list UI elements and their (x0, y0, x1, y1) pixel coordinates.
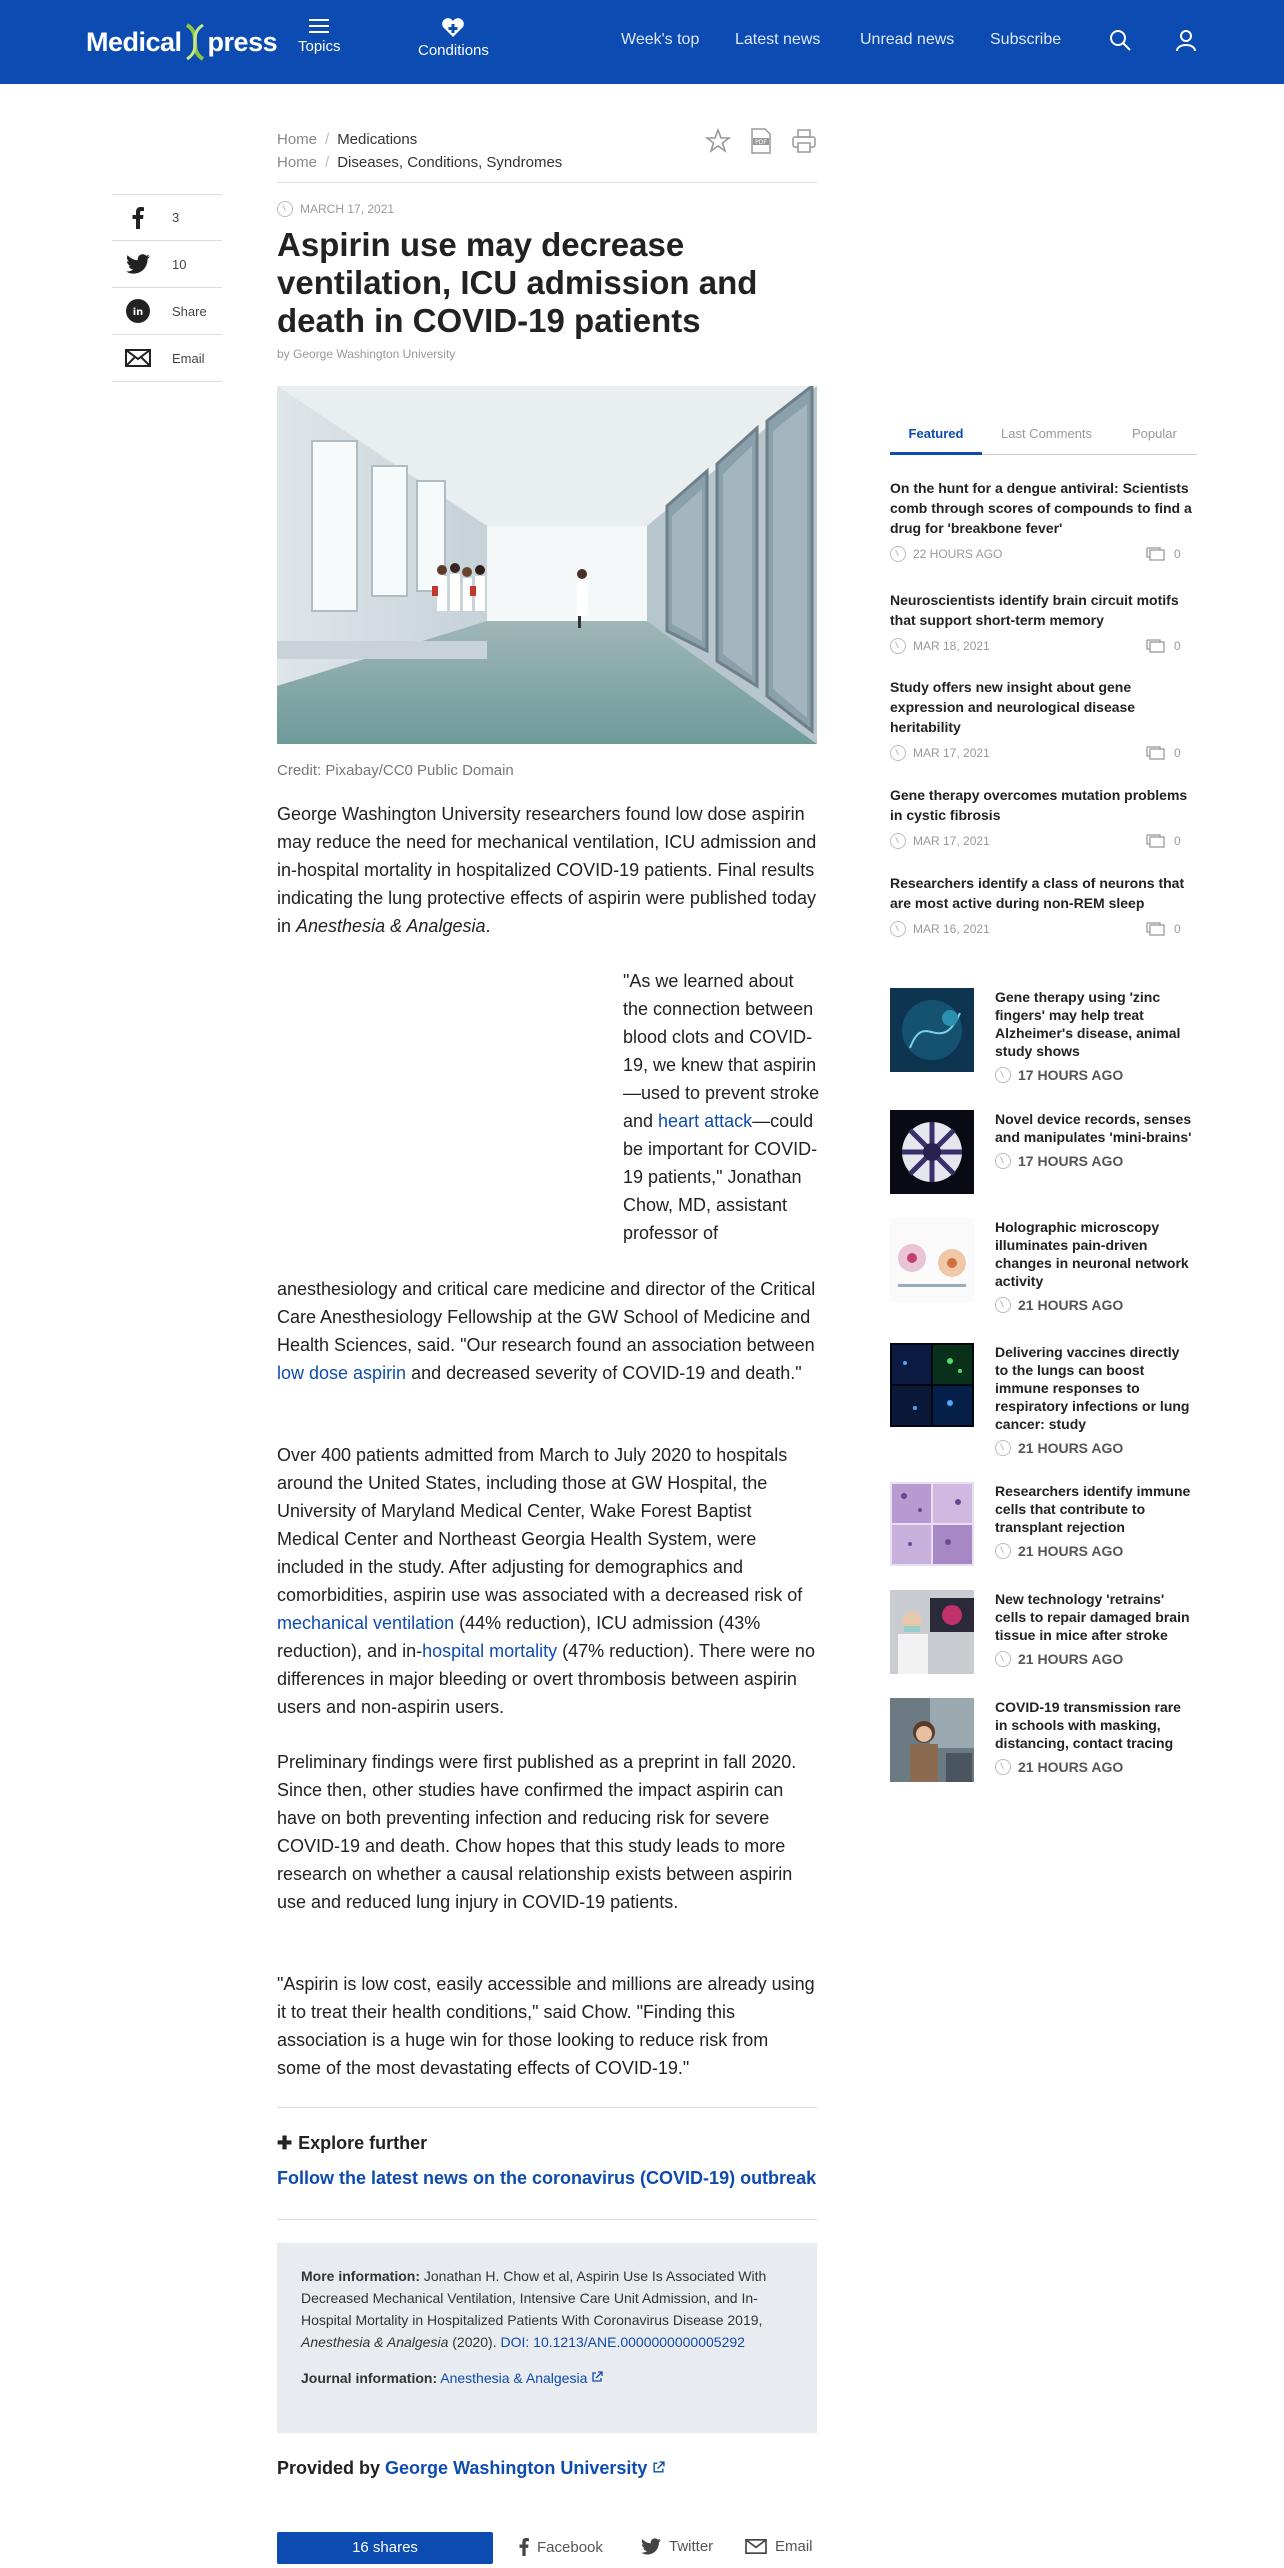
divider (277, 2107, 817, 2108)
featured-title[interactable]: Gene therapy overcomes mutation problems in cystic fibrosis (890, 787, 1188, 823)
news-item[interactable] (890, 1343, 1197, 1456)
linkedin-icon (126, 299, 150, 323)
clock-icon (995, 1759, 1011, 1775)
breadcrumb-home[interactable]: Home (277, 131, 318, 148)
comment-count: 0 (1174, 547, 1181, 561)
featured-date: MAR 17, 2021 (913, 746, 990, 760)
news-title[interactable]: Delivering vaccines directly to the lungs can boost immune responses to respiratory infections or lung cancer: study (995, 1344, 1190, 1432)
article-paragraph: Preliminary findings were first published as a preprint in fall 2020. Since then, other studies have confirmed the impact aspirin can have on both preventing infection and reducing risk for severe COVID-19 and death. Chow hopes that this study leads to more research on whether a causal relationship exists between aspirin use and reduced lung injury in COVID-19 patients. (277, 1752, 797, 1912)
clock-icon (995, 1651, 1011, 1667)
comment-icon (1146, 745, 1166, 761)
divider (277, 2219, 817, 2220)
explore-further-link[interactable]: Follow the latest news on the coronavirus (COVID-19) outbreak (277, 2168, 817, 2188)
news-item[interactable] (890, 1110, 1197, 1194)
featured-item[interactable] (890, 873, 1197, 939)
bottom-share-facebook[interactable]: Facebook (519, 2538, 603, 2556)
comment-count: 0 (1174, 639, 1181, 653)
news-title[interactable]: COVID-19 transmission rare in schools with masking, distancing, contact tracing (995, 1699, 1181, 1751)
comment-icon (1146, 546, 1166, 562)
nav-weeks-top[interactable]: Week's top (621, 31, 700, 48)
clock-icon (995, 1153, 1011, 1169)
email-icon (745, 2539, 767, 2554)
bottom-share-twitter[interactable]: Twitter (641, 2538, 713, 2555)
news-date: 21 HOURS AGO (1018, 1759, 1124, 1775)
article-paragraph-quote: "As we learned about the connection between blood clots and COVID-19, we knew that aspirin—used to prevent stroke and heart attack—could be important for COVID-19 patients," Jonathan Chow, MD, assistant professor of (623, 971, 820, 1243)
share-linkedin[interactable] (112, 288, 222, 335)
logo-text-left: Medical (86, 26, 182, 57)
news-date: 21 HOURS AGO (1018, 1440, 1124, 1456)
facebook-icon (519, 2538, 529, 2556)
image-credit: Credit: Pixabay/CC0 Public Domain (277, 762, 514, 779)
explore-further-heading: ✚ Explore further (277, 2133, 428, 2153)
featured-date: 22 HOURS AGO (913, 547, 1003, 561)
site-logo[interactable] (86, 22, 277, 62)
svg-text:PDF: PDF (755, 139, 767, 146)
news-date: 17 HOURS AGO (1018, 1067, 1124, 1083)
bottom-share-bar (277, 2532, 817, 2564)
shares-count-button[interactable]: 16 shares (277, 2532, 493, 2564)
news-title[interactable]: Researchers identify immune cells that contribute to transplant rejection (995, 1483, 1191, 1535)
topics-label: Topics (298, 38, 341, 55)
article-paragraph-quote-continued: anesthesiology and critical care medicine and director of the Critical Care Anesthesiology Fellowship at the GW School of Medicine and Health Sciences, said. "Our research found an association between low dose aspirin and decreased severity of COVID-19 and death." (277, 1279, 816, 1383)
external-link-icon (652, 2461, 665, 2474)
twitter-count: 10 (172, 256, 187, 272)
divider (277, 182, 817, 183)
article-paragraph: Over 400 patients admitted from March to July 2020 to hospitals around the United States, including those at GW Hospital, the University of Maryland Medical Center, Wake Forest Baptist Medical Center and Northeast Georgia Health System, were included in the study. After adjusting for demographics and comorbidities, aspirin use was associated with a decreased risk of mechanical ventilation (44% reduction), ICU admission (43% reduction), and in-hospital mortality (47% reduction). There were no differences in major bleeding or overt thrombosis between aspirin users and non-aspirin users. (277, 1445, 815, 1717)
comment-icon (1146, 921, 1166, 937)
news-thumbnail[interactable] (890, 988, 974, 1072)
news-thumbnail[interactable] (890, 1110, 974, 1194)
news-thumbnail[interactable] (890, 1698, 974, 1782)
site-header (0, 0, 1284, 84)
facebook-count: 3 (172, 210, 180, 225)
external-link-icon (591, 2371, 603, 2383)
news-item[interactable] (890, 988, 1197, 1083)
twitter-icon (641, 2538, 661, 2555)
featured-item[interactable] (890, 478, 1197, 564)
article-title: Aspirin use may decrease ventilation, ICU admission and death in COVID-19 patients (277, 226, 758, 339)
hamburger-icon (309, 18, 329, 34)
featured-title[interactable]: Researchers identify a class of neurons that are most active during non-REM sleep (890, 875, 1185, 911)
news-thumbnail[interactable] (890, 1590, 974, 1674)
dna-logo-icon (184, 23, 206, 61)
doi-link[interactable]: DOI: 10.1213/ANE.0000000000005292 (500, 2334, 745, 2350)
comment-count: 0 (1174, 922, 1181, 936)
bottom-share-email[interactable]: Email (745, 2538, 813, 2555)
share-email[interactable] (112, 335, 222, 382)
plus-icon: ✚ (277, 2133, 293, 2153)
comment-icon (1146, 638, 1166, 654)
share-sidebar (112, 194, 222, 382)
article-paragraph: "Aspirin is low cost, easily accessible and millions are already using it to treat their health conditions," said Chow. "Finding this association is a huge win for those looking to reduce risk from some of the most devastating effects of COVID-19." (277, 1974, 815, 2078)
heart-plus-icon (441, 18, 465, 38)
provided-by: Provided by George Washington University (277, 2458, 665, 2479)
comment-count: 0 (1174, 746, 1181, 760)
share-facebook[interactable] (112, 194, 222, 241)
clock-icon (995, 1440, 1011, 1456)
clock-icon (890, 638, 906, 654)
news-thumbnail[interactable] (890, 1482, 974, 1566)
featured-title[interactable]: Neuroscientists identify brain circuit motifs that support short-term memory (890, 592, 1179, 628)
news-thumbnail[interactable] (890, 1343, 974, 1427)
provider-link[interactable]: George Washington University (385, 2458, 665, 2478)
email-label: Email (172, 350, 205, 366)
news-date: 21 HOURS AGO (1018, 1543, 1124, 1559)
active-tab-indicator (890, 452, 982, 455)
comment-icon (1146, 833, 1166, 849)
news-item[interactable] (890, 1482, 1197, 1566)
pdf-icon[interactable] (749, 128, 773, 154)
article-date: MARCH 17, 2021 (277, 201, 394, 217)
tab-popular[interactable]: Popular (1132, 426, 1177, 441)
twitter-icon (126, 254, 150, 274)
news-title[interactable]: Holographic microscopy illuminates pain-driven changes in neuronal network activity (995, 1219, 1189, 1289)
clock-icon (890, 745, 906, 761)
conditions-label: Conditions (418, 42, 489, 59)
clock-icon (277, 201, 293, 217)
search-icon[interactable] (1108, 28, 1132, 52)
news-item[interactable] (890, 1698, 1197, 1782)
news-date: 21 HOURS AGO (1018, 1651, 1124, 1667)
tab-featured[interactable]: Featured (908, 426, 964, 441)
clock-icon (890, 546, 906, 562)
featured-date: MAR 18, 2021 (913, 639, 990, 653)
breadcrumb-medications[interactable]: Medications (337, 131, 418, 148)
featured-title[interactable]: Study offers new insight about gene expression and neurological disease heritability (890, 679, 1136, 735)
bookmark-star-icon[interactable] (705, 128, 731, 154)
tab-last-comments[interactable]: Last Comments (1001, 426, 1093, 441)
logo-text-right: press (207, 26, 278, 57)
hero-image-hospital-corridor[interactable] (277, 386, 817, 744)
news-thumbnail[interactable] (890, 1218, 974, 1302)
clock-icon (890, 833, 906, 849)
clock-icon (890, 921, 906, 937)
news-title[interactable]: Novel device records, senses and manipulates 'mini-brains' (995, 1111, 1192, 1145)
news-title[interactable]: New technology 'retrains' cells to repair damaged brain tissue in mice after stroke (995, 1591, 1190, 1643)
link-low-dose-aspirin[interactable]: low dose aspirin (277, 1363, 407, 1383)
breadcrumb-home[interactable]: Home (277, 154, 318, 171)
news-title[interactable]: Gene therapy using 'zinc fingers' may help treat Alzheimer's disease, animal study shows (995, 989, 1181, 1059)
clock-icon (995, 1297, 1011, 1313)
facebook-icon (132, 207, 144, 229)
print-icon[interactable] (791, 128, 817, 154)
nav-latest-news[interactable]: Latest news (735, 31, 821, 48)
share-twitter[interactable] (112, 241, 222, 288)
more-information-box: More information: Jonathan H. Chow et al, Aspirin Use Is Associated With Decreased Mechanical Ventilation, Intensive Care Unit Admission, and In-Hospital Mortality in Hospitalized Patients With Coronavirus Disease 2019, Anesthesia & Analgesia (2020). DOI: 10.1213/ANE.0000000000005292 Journal information: Anesthesia & Analgesia (277, 2243, 817, 2433)
featured-title[interactable]: On the hunt for a dengue antiviral: Scientists comb through scores of compounds to find a drug for 'breakbone fever' (890, 480, 1192, 536)
news-date: 17 HOURS AGO (1018, 1153, 1124, 1169)
news-item[interactable] (890, 1218, 1197, 1313)
linkedin-label: Share (172, 303, 207, 319)
email-icon (125, 349, 151, 367)
news-date: 21 HOURS AGO (1018, 1297, 1124, 1313)
topics-menu[interactable] (298, 18, 341, 55)
featured-item[interactable] (890, 785, 1197, 851)
clock-icon (995, 1067, 1011, 1083)
breadcrumb: Home / Medications Home / Diseases, Conditions, Syndromes (277, 131, 563, 171)
featured-date: MAR 17, 2021 (913, 834, 990, 848)
featured-item[interactable] (890, 590, 1197, 656)
journal-name: Anesthesia & Analgesia (296, 916, 486, 936)
article-byline: by George Washington University (277, 347, 456, 361)
user-icon[interactable] (1174, 28, 1198, 52)
news-item[interactable] (890, 1590, 1197, 1674)
svg-text:in: in (132, 307, 144, 318)
sidebar-tabs (890, 420, 1197, 455)
link-mechanical-ventilation[interactable]: mechanical ventilation (277, 1613, 455, 1633)
nav-unread-news[interactable]: Unread news (860, 31, 955, 48)
clock-icon (995, 1543, 1011, 1559)
comment-count: 0 (1174, 834, 1181, 848)
conditions-menu[interactable] (418, 18, 489, 59)
link-hospital-mortality[interactable]: hospital mortality (422, 1641, 558, 1661)
journal-link[interactable]: Anesthesia & Analgesia (440, 2370, 603, 2386)
breadcrumb-diseases[interactable]: Diseases, Conditions, Syndromes (337, 154, 563, 171)
featured-date: MAR 16, 2021 (913, 922, 990, 936)
nav-subscribe[interactable]: Subscribe (990, 31, 1062, 48)
article-paragraph: George Washington University researchers found low dose aspirin may reduce the need for mechanical ventilation, ICU admission and in-hospital mortality in hospitalized COVID-19 patients. Final results indicating the lung protective effects of aspirin were published today in Anesthesia & Analgesia. (277, 804, 817, 936)
link-heart-attack[interactable]: heart attack (658, 1111, 753, 1131)
featured-item[interactable] (890, 677, 1197, 763)
